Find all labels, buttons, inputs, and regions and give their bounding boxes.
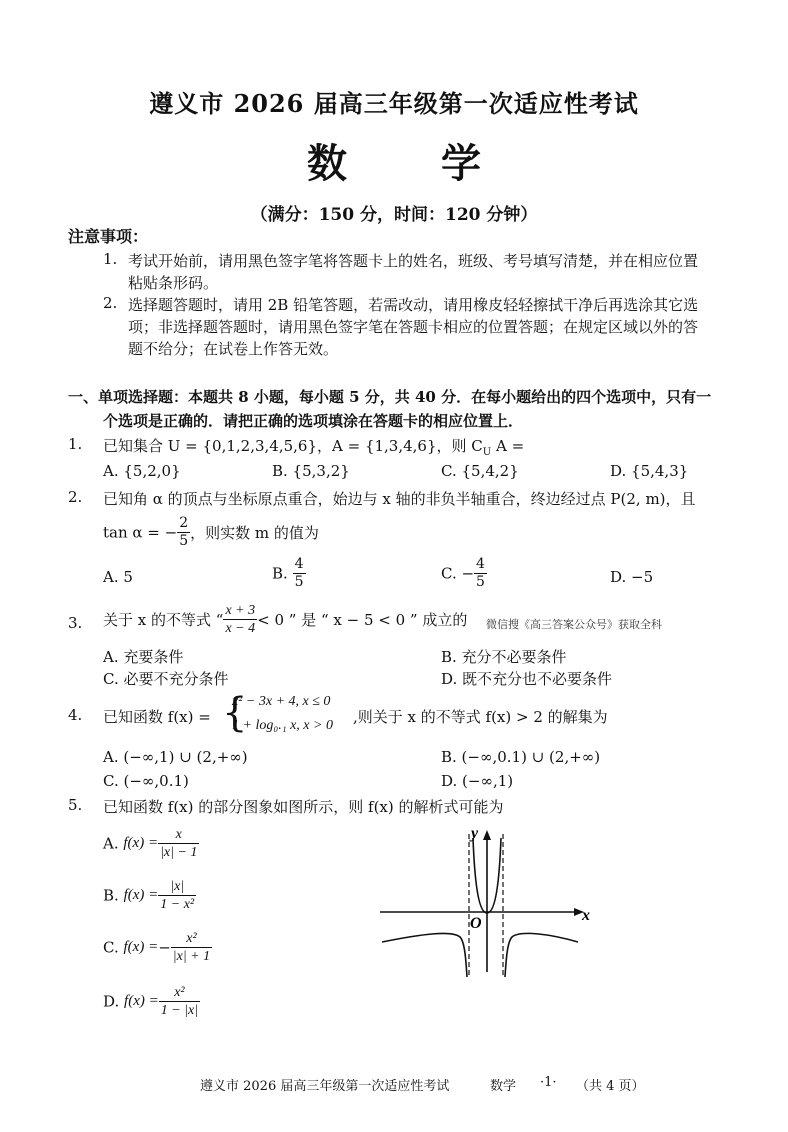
question-number: 3. [68, 614, 83, 632]
numerator: x² [171, 930, 212, 948]
option-c [103, 930, 212, 965]
option-d: D. (−∞,1) [441, 772, 514, 790]
y-axis-arrow [483, 830, 491, 840]
tan-prefix: tan α = − [103, 523, 178, 542]
piecewise-case: x² − 3x + 4, x ≤ 0 [232, 694, 331, 709]
exam-title: 遵义市 2026 届高三年级第一次适应性考试 [149, 89, 639, 118]
option-b: B. {5,3,2} [272, 462, 350, 480]
fraction [158, 878, 196, 913]
question-number: 2. [68, 488, 83, 506]
q1-stem: 已知集合 U = {0,1,2,3,4,5,6}，A = {1,3,4,6}，则 C [103, 437, 483, 455]
q3-mid: < 0 ” 是 “ x − 5 < 0 ” 成立的 [257, 611, 468, 629]
watermark-text: 微信搜《高三答案公众号》获取全科 [486, 618, 662, 631]
section-heading: 个选项是正确的．请把正确的选项填涂在答题卡的相应位置上． [103, 412, 524, 430]
function-lhs: f(x) = [123, 835, 159, 851]
option-b [272, 556, 306, 591]
fraction [171, 930, 212, 965]
footer-page: ·1· [540, 1075, 557, 1090]
denominator: 1 − |x| [160, 1003, 199, 1018]
fraction [177, 515, 190, 550]
function-graph [372, 822, 604, 982]
option-label: D. [103, 992, 120, 1011]
sign: − [158, 938, 171, 957]
option-label: A. [103, 834, 119, 853]
option-d [103, 984, 200, 1019]
notice-item-line: 选择题答题时，请用 2B 铅笔答题，若需改动，请用橡皮轻轻擦拭干净后再选涂其它选 [128, 296, 699, 314]
notice-item-num: 2. [103, 294, 118, 312]
question-stem-line [103, 515, 319, 550]
question-stem [103, 602, 467, 637]
option-a: A. 5 [103, 568, 133, 586]
numerator: x [158, 826, 199, 844]
function-lhs: f(x) = [123, 887, 159, 903]
question-stem: 已知函数 f(x) 的部分图象如图所示，则 f(x) 的解析式可能为 [103, 798, 504, 816]
option-d: D. {5,4,3} [610, 462, 689, 480]
question-number: 5. [68, 796, 83, 814]
denominator: |x| + 1 [172, 949, 211, 964]
piecewise-case: 1 + log₀.₁ x, x > 0 [232, 718, 333, 733]
q1-tail: A = [491, 437, 525, 455]
q3-pre: 关于 x 的不等式 “ [103, 611, 224, 629]
option-c: C. 必要不充分条件 [103, 670, 229, 688]
notice-item-line: 粘贴条形码。 [128, 274, 219, 292]
notice-item-line: 项；非选择题答题时，请用黑色签字笔在答题卡相应的位置答题；在规定区域以外的答 [128, 318, 699, 336]
option-label: C. − [441, 564, 475, 583]
q4-pre: 已知函数 f(x) = [103, 708, 211, 726]
curve-left [382, 933, 467, 977]
denominator: 5 [179, 533, 189, 549]
question-number: 1. [68, 435, 83, 453]
fraction [159, 984, 200, 1019]
tan-suffix: ，则实数 m 的值为 [190, 524, 319, 542]
option-label: B. [103, 886, 119, 905]
left-brace: { [222, 690, 248, 736]
fraction [158, 826, 199, 861]
function-lhs: f(x) = [123, 939, 159, 955]
q4-post: ,则关于 x 的不等式 f(x) > 2 的解集为 [353, 708, 608, 726]
notice-item-line: 题不给分；在试卷上作答无效。 [128, 340, 339, 358]
option-d: D. 既不充分也不必要条件 [441, 670, 613, 688]
denominator: 5 [476, 574, 485, 590]
numerator: 4 [476, 556, 485, 572]
footer-text: 遵义市 2026 届高三年级第一次适应性考试 [200, 1079, 450, 1094]
option-label: C. [103, 938, 119, 957]
denominator: |x| − 1 [160, 845, 198, 860]
numerator: 2 [179, 515, 189, 531]
option-a [103, 826, 199, 861]
numerator: x + 3 [225, 603, 256, 618]
option-b [103, 878, 196, 913]
subject-title: 数 学 [307, 140, 521, 187]
option-c [441, 556, 487, 591]
option-a: A. 充要条件 [103, 648, 184, 666]
notice-item-num: 1. [103, 250, 118, 268]
option-a: A. {5,2,0} [103, 462, 181, 480]
numerator: |x| [158, 878, 196, 896]
question-number: 4. [68, 706, 83, 724]
option-b: B. (−∞,0.1) ∪ (2,+∞) [441, 748, 601, 766]
curve-right [505, 933, 578, 977]
option-c: C. {5,4,2} [441, 462, 519, 480]
option-c: C. (−∞,0.1) [103, 772, 189, 790]
fraction [293, 556, 306, 591]
notice-item-line: 考试开始前，请用黑色签字笔将答题卡上的姓名，班级、考号填写清楚，并在相应位置 [128, 252, 699, 270]
option-label: B. [272, 564, 288, 583]
q1-sub: U [482, 447, 492, 458]
footer-total: （共 4 页） [576, 1079, 645, 1094]
function-lhs: f(x) = [124, 993, 159, 1009]
notice-heading: 注意事项： [68, 227, 149, 246]
denominator: 1 − x² [160, 897, 195, 912]
numerator: x² [159, 984, 200, 1002]
origin-label: O [470, 915, 482, 932]
option-d: D. −5 [610, 568, 654, 586]
section-heading: 一、单项选择题：本题共 8 小题，每小题 5 分，共 40 分．在每小题给出的四个选项中，只有一 [68, 388, 712, 406]
question-stem [103, 435, 524, 458]
fraction [223, 602, 257, 637]
y-axis-label: y [471, 825, 479, 842]
exam-info: （满分：150 分，时间：120 分钟） [250, 205, 538, 225]
option-b: B. 充分不必要条件 [441, 648, 567, 666]
numerator: 4 [294, 556, 304, 572]
x-axis-label: x [582, 907, 590, 924]
denominator: x − 4 [225, 621, 256, 636]
denominator: 5 [294, 574, 304, 590]
footer-subject: 数学 [490, 1079, 517, 1094]
option-a: A. (−∞,1) ∪ (2,+∞) [103, 748, 248, 766]
fraction [474, 556, 487, 591]
question-stem: 已知角 α 的顶点与坐标原点重合，始边与 x 轴的非负半轴重合，终边经过点 P(2, m)，且 [103, 490, 696, 508]
